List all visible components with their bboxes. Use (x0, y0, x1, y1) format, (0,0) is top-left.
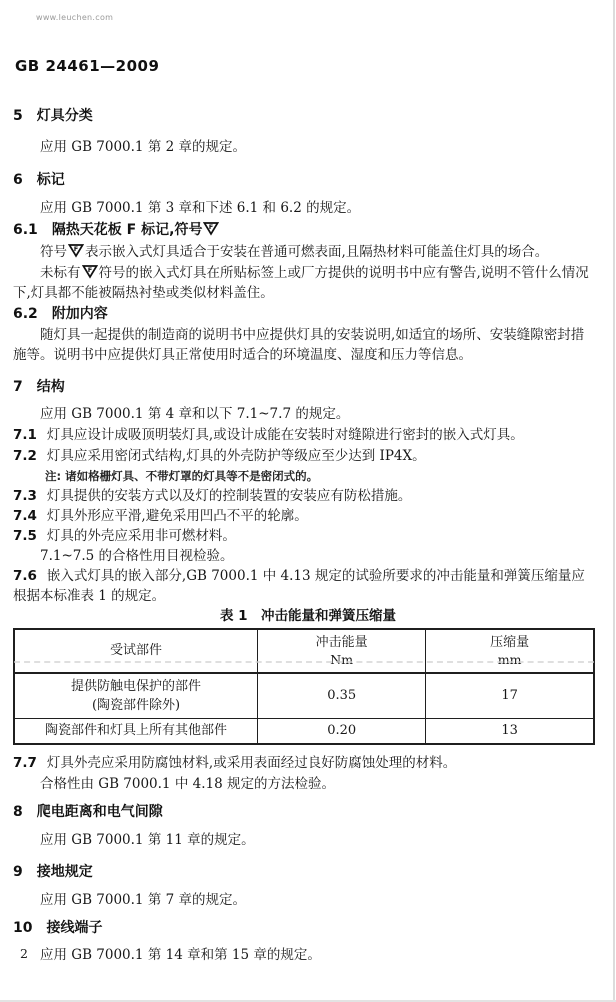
section-title: 附加内容 (51, 306, 108, 322)
column-header-compression (426, 629, 594, 673)
table-row (14, 719, 594, 745)
page-number: 2 (20, 946, 28, 961)
column-header-part: 受试部件 (14, 629, 258, 673)
section-number: 7 (13, 379, 23, 395)
cell-part: 陶瓷部件和灯具上所有其他部件 (14, 719, 258, 745)
clause-number: 7.7 (13, 755, 37, 771)
section-5-heading (13, 106, 594, 126)
section-number: 6.2 (13, 306, 38, 322)
site-watermark: www.leuchen.com (36, 13, 114, 22)
clause-number: 7.4 (13, 508, 37, 524)
clause-text: 灯具的外壳应采用非可燃材料。 (46, 528, 236, 544)
clause-7-6 (13, 566, 592, 606)
section-9-paragraph: 应用 GB 7000.1 第 7 章的规定。 (40, 892, 246, 908)
section-6-1-heading (13, 220, 594, 240)
clause-7-5 (13, 526, 592, 546)
clause-7-1 (13, 425, 592, 445)
scan-edge-right (613, 0, 615, 1002)
f-mark-symbol-icon (82, 264, 98, 279)
column-header-impact-energy (258, 629, 426, 673)
cell-line: 提供防触电保护的部件 (71, 679, 202, 694)
clause-number: 7.3 (13, 488, 37, 504)
section-title: 结构 (36, 379, 65, 395)
section-number: 10 (13, 920, 33, 936)
section-6-2-paragraph: 随灯具一起提供的制造商的说明书中应提供灯具的安装说明,如适宜的场所、安装缝隙密封措施等。说明书中应提供灯具正常使用时适合的环境温度、湿度和压力等信息。 (13, 327, 585, 363)
f-mark-symbol-icon (68, 243, 84, 258)
table-1-caption: 表 1 冲击能量和弹簧压缩量 (219, 608, 397, 624)
section-8-heading (13, 802, 594, 822)
section-title: 隔热天花板 F 标记,符号 (51, 222, 203, 238)
section-7-paragraph: 应用 GB 7000.1 第 4 章和以下 7.1~7.7 的规定。 (40, 406, 350, 422)
cell-impact: 0.35 (258, 673, 426, 719)
f-mark-symbol-icon (203, 221, 219, 236)
clause-7-3 (13, 486, 592, 506)
clause-text: 灯具外壳应采用防腐蚀材料,或采用表面经过良好防腐蚀处理的材料。 (46, 755, 457, 771)
scan-artifact-band (14, 661, 594, 663)
section-number: 9 (13, 864, 23, 880)
table-row (14, 673, 594, 719)
paragraph-text: 未标有 (40, 265, 81, 281)
section-6-heading (13, 170, 594, 190)
standard-number: GB 24461—2009 (15, 57, 160, 75)
clause-7-2 (13, 446, 592, 466)
section-10-paragraph: 应用 GB 7000.1 第 14 章和第 15 章的规定。 (40, 947, 321, 963)
clause-7-2-note: 注: 诸如格栅灯具、不带灯罩的灯具等不是密闭式的。 (45, 469, 319, 483)
cell-line: (陶瓷部件除外) (91, 698, 181, 713)
cell-compression: 17 (426, 673, 594, 719)
section-number: 5 (13, 108, 23, 124)
svg-text:F: F (87, 265, 92, 274)
section-10-heading (13, 918, 594, 938)
section-7-heading (13, 377, 594, 397)
clause-number: 7.6 (13, 568, 37, 584)
section-7-compliance-note: 7.1~7.5 的合格性用目视检验。 (40, 548, 234, 564)
section-title: 接线端子 (46, 920, 103, 936)
clause-number: 7.2 (13, 448, 37, 464)
clause-7-4 (13, 506, 592, 526)
cell-part (14, 673, 258, 719)
clause-number: 7.5 (13, 528, 37, 544)
section-6-1-paragraph-2 (13, 263, 592, 303)
section-title: 灯具分类 (36, 108, 93, 124)
section-8-paragraph: 应用 GB 7000.1 第 11 章的规定。 (40, 832, 255, 848)
paragraph-text: 表示嵌入式灯具适合于安装在普通可燃表面,且隔热材料可能盖住灯具的场合。 (85, 244, 549, 260)
section-number: 6 (13, 172, 23, 188)
clause-text: 灯具提供的安装方式以及灯的控制装置的安装应有防松措施。 (46, 488, 412, 504)
section-6-paragraph: 应用 GB 7000.1 第 3 章和下述 6.1 和 6.2 的规定。 (40, 200, 361, 216)
header-line: 压缩量 (490, 635, 530, 650)
clause-text: 嵌入式灯具的嵌入部分,GB 7000.1 中 4.13 规定的试验所要求的冲击能量和弹簧压缩量应根据本标准表 1 的规定。 (13, 568, 585, 604)
table-header-row (14, 629, 594, 673)
clause-text: 灯具应设计成吸顶明装灯具,或设计成能在安装时对缝隙进行密封的嵌入式灯具。 (46, 427, 524, 443)
section-title: 接地规定 (36, 864, 93, 880)
section-6-2-heading (13, 304, 594, 324)
clause-7-7 (13, 753, 592, 773)
paragraph-text: 符号 (40, 244, 67, 260)
svg-text:F: F (209, 222, 214, 231)
section-5-paragraph: 应用 GB 7000.1 第 2 章的规定。 (40, 139, 246, 155)
section-9-heading (13, 862, 594, 882)
clause-number: 7.1 (13, 427, 37, 443)
header-unit: mm (497, 652, 522, 667)
section-title: 爬电距离和电气间隙 (36, 804, 163, 820)
clause-text: 灯具外形应平滑,避免采用凹凸不平的轮廓。 (46, 508, 308, 524)
paragraph-text: 符号的嵌入式灯具在所贴标签上或厂方提供的说明书中应有警告,说明不管什么情况下,灯具都不能被隔热衬垫或类似材料盖住。 (13, 265, 589, 301)
clause-7-7-compliance: 合格性由 GB 7000.1 中 4.18 规定的方法检验。 (40, 776, 335, 792)
header-unit: Nm (330, 652, 354, 667)
section-number: 8 (13, 804, 23, 820)
section-number: 6.1 (13, 222, 38, 238)
section-title: 标记 (36, 172, 65, 188)
header-line: 冲击能量 (315, 635, 368, 650)
cell-impact: 0.20 (258, 719, 426, 745)
table-1 (13, 628, 595, 745)
clause-text: 灯具应采用密闭式结构,灯具的外壳防护等级应至少达到 IP4X。 (46, 448, 426, 464)
svg-text:F: F (73, 244, 79, 253)
section-6-1-paragraph-1 (13, 242, 592, 262)
cell-compression: 13 (426, 719, 594, 745)
